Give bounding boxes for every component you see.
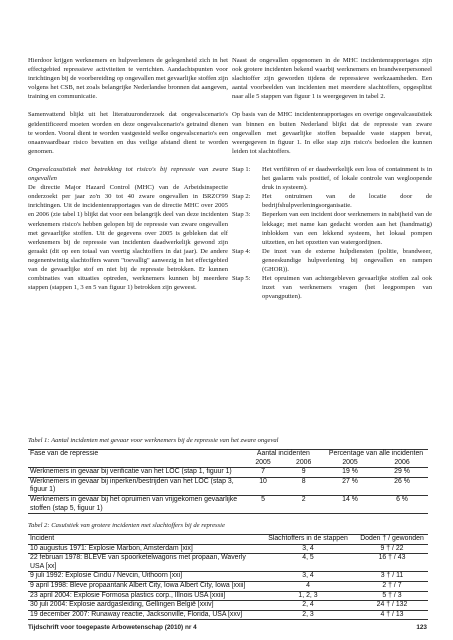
table2-header: Incident bbox=[28, 535, 260, 545]
table1-caption: Tabel 1: Aantal incidenten met gevaar voor werknemers bij de repressie van het zware ongeval bbox=[28, 437, 279, 444]
table2-steps: 1, 2, 3 bbox=[260, 591, 356, 601]
step-label: Stap 1: bbox=[232, 165, 251, 173]
table1-cell: 10 bbox=[243, 477, 284, 495]
table1-group-header: Percentage van alle incidenten bbox=[324, 450, 428, 459]
table2 bbox=[28, 534, 428, 620]
table2-dead: 3 † / 11 bbox=[356, 572, 428, 582]
table1-cell: 5 bbox=[243, 495, 284, 513]
table2-header: Slachtoffers in de stappen bbox=[260, 535, 356, 545]
table2-steps: 2, 3 bbox=[260, 610, 356, 620]
table2-header: Doden † / gewonden bbox=[356, 535, 428, 545]
table1-cell: 27 % bbox=[324, 477, 376, 495]
table1-row-label: Werknemers in gevaar bij het opruimen van vrijgekomen gevaarlijke stoffen (stap 5, figuur 1) bbox=[28, 495, 243, 513]
table2-dead: 16 † / 43 bbox=[356, 554, 428, 572]
step-item bbox=[232, 274, 432, 301]
right-column bbox=[232, 56, 432, 301]
table1-cell: 29 % bbox=[376, 468, 428, 478]
table2-incident: 22 februari 1978: BLEVE van spoorketelwagons met propaan, Waverly USA [xx] bbox=[28, 554, 260, 572]
table-row bbox=[28, 601, 428, 611]
table1-year: 2005 bbox=[243, 459, 284, 468]
table1-cell: 9 bbox=[283, 468, 324, 478]
table2-dead: 5 † / 3 bbox=[356, 591, 428, 601]
table1-cell: 8 bbox=[283, 477, 324, 495]
table2-incident: 23 april 2004: Explosie Formosa plastics corp., Illnois USA [xxiii] bbox=[28, 591, 260, 601]
step-label: Stap 2: bbox=[232, 193, 251, 201]
table-row bbox=[28, 495, 428, 513]
table2-steps: 4, 5 bbox=[260, 554, 356, 572]
step-text: Het opruimen van achtergebleven gevaarlijke stoffen zal ook inzet van werknemers vragen (het leegpompen van opvangputten). bbox=[262, 275, 432, 301]
step-item bbox=[232, 210, 432, 246]
step-label: Stap 3: bbox=[232, 211, 251, 219]
step-text: Het ontruimen van de locatie door de bedrijfshulpverleningsorganisatie. bbox=[262, 193, 432, 210]
section-heading: Ongevalcasuïstiek met betrekking tot risico's bij repressie van zware ongevallen bbox=[28, 165, 228, 183]
table1-row-label: Werknemers in gevaar bij inperken/bestrijden van het LOC (stap 3, figuur 1) bbox=[28, 477, 243, 495]
paragraph: Op basis van de MHC incidentenrapportages en overige ongevalcasuïstiek van binnen en buiten Nederland blijkt dat de repressie van zware ongevallen met gevaarlijke stoffen bepaalde vaste stappen bevat, weergegeven in figuur 1. In elke stap zijn risico's bedoelen die kunnen leiden tot slachtoffers. bbox=[232, 111, 432, 155]
table2-incident: 30 juli 2004: Explosie aardgasleiding, Gellingen België [xxiv] bbox=[28, 601, 260, 611]
step-text: Het verifiëren of er daadwerkelijk een loss of containment is in het gaslarm vals positief, of lokale controle van wegloopende druk in systeem). bbox=[262, 165, 432, 192]
table-row bbox=[28, 468, 428, 478]
page-number: 123 bbox=[416, 624, 427, 631]
table2-steps: 3, 4 bbox=[260, 572, 356, 582]
table2-incident: 19 december 2007: Runaway reactie, Jacksonville, Florida, USA [xxv] bbox=[28, 610, 260, 620]
table-row bbox=[28, 581, 428, 591]
table1 bbox=[28, 449, 428, 514]
table1-cell: 7 bbox=[243, 468, 284, 478]
left-column bbox=[28, 56, 228, 301]
table1-cell: 14 % bbox=[324, 495, 376, 513]
step-text: Beperken van een incident door werknemers in nabijheid van de lekkage; met name kan gedacht worden aan het (handmatig) inblokken van een lekkend systeem, het lokaal pompen uitzetten, en het opzetten van watergordijnen. bbox=[262, 211, 432, 246]
table-row bbox=[28, 544, 428, 554]
table2-dead: 4 † / 13 bbox=[356, 610, 428, 620]
step-label: Stap 4: bbox=[232, 247, 251, 255]
table2-dead: 24 † / 132 bbox=[356, 601, 428, 611]
table1-cell: 2 bbox=[283, 495, 324, 513]
table2-incident: 9 april 1998: Bleve propaantank Albert City, Iowa Albert City, Iowa [xxii] bbox=[28, 581, 260, 591]
table2-steps: 2, 4 bbox=[260, 601, 356, 611]
table2-steps: 4 bbox=[260, 581, 356, 591]
table2-caption: Tabel 2: Casuïstiek van grotere incidenten met slachtoffers bij de repressie bbox=[28, 522, 225, 529]
step-item bbox=[232, 247, 432, 274]
steps-list bbox=[232, 165, 432, 301]
table1-col-header: Fase van de repressie bbox=[28, 450, 243, 459]
table-row bbox=[28, 477, 428, 495]
table-row bbox=[28, 610, 428, 620]
table1-row-label: Werknemers in gevaar bij verificatie van het LOC (stap 1, figuur 1) bbox=[28, 468, 243, 478]
table2-incident: 10 augustus 1971: Explosie Marbon, Amsterdam [xix] bbox=[28, 544, 260, 554]
journal-title: Tijdschrift voor toegepaste Arbowetenschap (2010) nr 4 bbox=[28, 624, 197, 631]
paragraph: Samenvattend blijkt uit het literatuuronderzoek dat ongevalscenario's geïdentificeerd moeten worden en deze ongevalscenario's getraind dienen te worden. Vooral dient te worden vastgesteld welke ongevalscenario's een onaanvaardbaar risico bevatten en dus veilige afstand dient te worden genomen. bbox=[28, 111, 228, 155]
table-row bbox=[28, 572, 428, 582]
table1-cell: 26 % bbox=[376, 477, 428, 495]
step-item bbox=[232, 165, 432, 192]
table1-cell: 19 % bbox=[324, 468, 376, 478]
table-row bbox=[28, 554, 428, 572]
table1-group-header: Aantal incidenten bbox=[243, 450, 324, 459]
table2-dead: 2 † / 7 bbox=[356, 581, 428, 591]
table2-incident: 9 juli 1992: Explosie Cindu / Nevcin, Uithoorn [xxi] bbox=[28, 572, 260, 582]
table-row bbox=[28, 591, 428, 601]
table2-dead: 9 † / 22 bbox=[356, 544, 428, 554]
page-footer bbox=[28, 624, 427, 634]
table2-steps: 3, 4 bbox=[260, 544, 356, 554]
table1-year: 2005 bbox=[324, 459, 376, 468]
paragraph: Hierdoor krijgen werknemers en hulpverleners de gelegenheid zich in het effectgebied repressieve activiteiten te verrichten. Aandachtspunten voor inrichtingen bij de voorbereiding op ongevallen met gevaarlijke stoffen zijn volgens het CSB, net zoals belangrijke Nederlandse bronnen dat aangeven, training en communicatie. bbox=[28, 57, 228, 101]
step-item bbox=[232, 192, 432, 210]
step-label: Stap 5: bbox=[232, 275, 251, 283]
paragraph: Naast de ongevallen opgenomen in de MHC incidentenrapportages zijn ook grotere incidenten bekend waarbij werknemers en brandweerpersoneel slachtoffer zijn geworden tijdens de repressieve werkzaamheden. Een aantal voorbeelden van incidenten met meerdere slachtoffers, opgesplitst naar alle 5 stappen van figuur 1 is weergegeven in tabel 2. bbox=[232, 57, 432, 101]
table1-year: 2006 bbox=[283, 459, 324, 468]
table1-year: 2006 bbox=[376, 459, 428, 468]
table1-cell: 6 % bbox=[376, 495, 428, 513]
paragraph: De directie Major Hazard Control (MHC) van de Arbeidsinspectie onderzoekt per jaar zo'n 30 tot 40 zware ongevallen in BRZO'99 inrichtingen. Uit de incidentenrapportages van de directie MHC over 2005 en 2006 (zie tabel 1) blijkt dat voor een belangrijk deel van deze incidenten werknemers risico's hebben gelopen bij de repressie van zware ongevallen met gevaarlijke stoffen. Uit de gegevens over 2005 is gebleken dat elf werknemers bij de repressie van incidenten daadwerkelijk gewond zijn geraakt (dit op een totaal van veertig slachtoffers in dat jaar). De andere negenentwintig slachtoffers waren "toevallig" aanwezig in het effectgebied van de gevaarlijke stof en niet bij de repressie betrokken. Er kunnen combinaties van situaties optreden, werknemers kunnen bij meerdere stappen (stappen 1, 3 en 5 van figuur 1) betrokken zijn geweest. bbox=[28, 184, 228, 292]
step-text: De inzet van de externe hulpdiensten (politie, brandweer, geneeskundige hulpverlening bij ongevallen en rampen (GHOR)). bbox=[262, 247, 432, 273]
